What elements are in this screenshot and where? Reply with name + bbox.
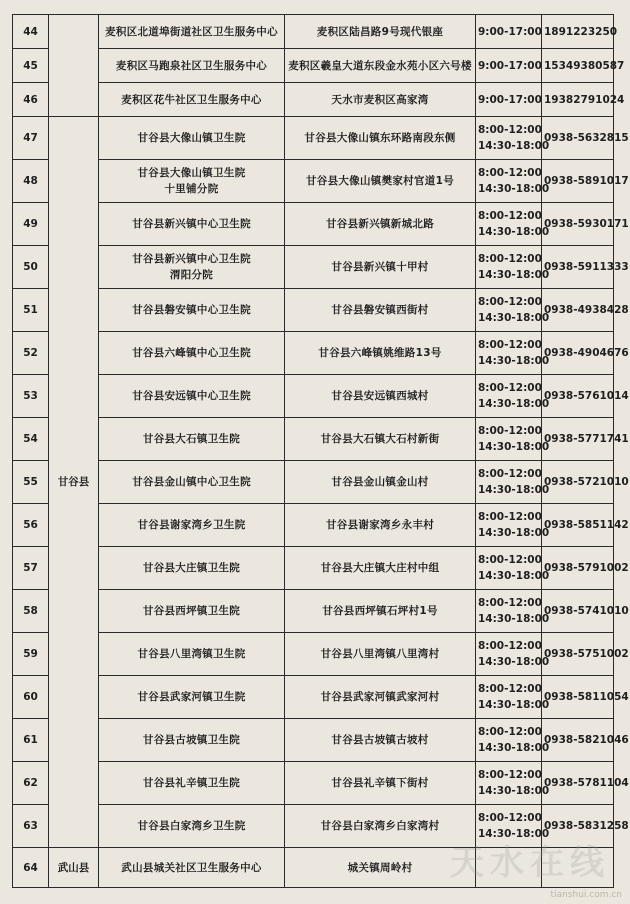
hospital-name (99, 461, 285, 504)
opening-hours-line: 8:00-12:00 (478, 769, 542, 781)
county-cell: 武山县 (49, 848, 99, 888)
hospital-name-line: 甘谷县西坪镇卫生院 (142, 605, 241, 617)
row-number: 62 (13, 762, 49, 805)
hospital-name-line: 十里铺分院 (164, 183, 219, 195)
table-row (13, 49, 614, 83)
row-number: 48 (13, 160, 49, 203)
opening-hours-line: 14:30-18:00 (478, 140, 550, 152)
opening-hours-line: 8:00-12:00 (478, 253, 542, 265)
hospital-address (285, 332, 476, 375)
opening-hours (476, 676, 550, 719)
phone-number: 1891223250 (542, 15, 614, 49)
phone-number: 0938-5821046 (542, 719, 614, 762)
hospital-name-line: 麦积区马跑泉社区卫生服务中心 (115, 59, 268, 72)
phone-number: 0938-5831258 (542, 805, 614, 848)
hospital-address-line: 甘谷县西坪镇石坪村1号 (322, 605, 438, 617)
hospital-address-line: 甘谷县安远镇西城村 (331, 390, 429, 402)
phone-number: 0938-5891017 (542, 160, 614, 203)
table-row (13, 418, 614, 461)
hospital-name (99, 83, 285, 117)
table-row (13, 375, 614, 418)
hospital-address-line: 甘谷县古坡镇古坡村 (331, 734, 429, 746)
hospital-address-line: 甘谷县金山镇金山村 (331, 476, 429, 488)
table-row (13, 461, 614, 504)
opening-hours-line: 14:30-18:00 (478, 312, 550, 324)
table-row (13, 719, 614, 762)
hospital-name-line: 武山县城关社区卫生服务中心 (121, 861, 262, 874)
opening-hours-line: 8:00-12:00 (478, 339, 542, 351)
hospital-address (285, 504, 476, 547)
opening-hours-line: 8:00-12:00 (478, 124, 542, 136)
opening-hours (476, 633, 550, 676)
opening-hours-line: 14:30-18:00 (478, 699, 550, 711)
opening-hours (476, 332, 550, 375)
row-number: 57 (13, 547, 49, 590)
hospital-name (99, 203, 285, 246)
table-row (13, 547, 614, 590)
row-number: 50 (13, 246, 49, 289)
hospital-address (285, 83, 476, 117)
hospital-table (12, 14, 629, 888)
table-row (13, 590, 614, 633)
hospital-name-line: 甘谷县古坡镇卫生院 (142, 734, 241, 746)
opening-hours-line: 14:30-18:00 (478, 269, 550, 281)
table-row (13, 762, 614, 805)
hospital-address-line: 甘谷县大石镇大石村新街 (320, 433, 440, 445)
phone-number: 0938-5741010 (542, 590, 614, 633)
county-cell (49, 15, 99, 117)
opening-hours-line: 14:30-18:00 (478, 484, 550, 496)
opening-hours-line: 14:30-18:00 (478, 785, 550, 797)
opening-hours-line: 8:00-12:00 (478, 425, 542, 437)
row-number: 52 (13, 332, 49, 375)
hospital-address (285, 719, 476, 762)
hospital-address (285, 762, 476, 805)
hospital-address-line: 甘谷县大像山镇东环路南段东侧 (304, 132, 456, 144)
row-number: 53 (13, 375, 49, 418)
hospital-address-line: 甘谷县大庄镇大庄村中组 (320, 562, 440, 574)
table-row (13, 15, 614, 49)
opening-hours-line: 9:00-17:00 (478, 59, 542, 72)
row-number: 44 (13, 15, 49, 49)
row-number: 64 (13, 848, 49, 888)
hospital-address-line: 麦积区羲皇大道东段金水苑小区六号楼 (288, 59, 472, 72)
hospital-name-line: 甘谷县磐安镇中心卫生院 (132, 304, 251, 316)
opening-hours-line: 14:30-18:00 (478, 226, 550, 238)
hospital-address-line: 甘谷县武家河镇武家河村 (320, 691, 440, 703)
phone-number: 19382791024 (542, 83, 614, 117)
phone-number: 0938-5811054 (542, 676, 614, 719)
hospital-address (285, 676, 476, 719)
hospital-name-line: 甘谷县八里湾镇卫生院 (137, 648, 246, 660)
phone-number: 0938-5632815 (542, 117, 614, 160)
table-row (13, 160, 614, 203)
opening-hours-line: 8:00-12:00 (478, 167, 542, 179)
hospital-address (285, 117, 476, 160)
opening-hours (476, 418, 550, 461)
opening-hours-line: 14:30-18:00 (478, 656, 550, 668)
opening-hours-line: 14:30-18:00 (478, 570, 550, 582)
opening-hours (476, 83, 542, 117)
opening-hours (476, 49, 542, 83)
hospital-address-line: 麦积区陆昌路9号现代银座 (316, 25, 444, 38)
opening-hours-line: 8:00-12:00 (478, 683, 542, 695)
phone-number: 0938-5911333 (542, 246, 614, 289)
hospital-address (285, 375, 476, 418)
hospital-name (99, 49, 285, 83)
row-number: 54 (13, 418, 49, 461)
row-number: 59 (13, 633, 49, 676)
hospital-name-line: 甘谷县新兴镇中心卫生院 (132, 218, 251, 230)
hospital-name-line: 甘谷县六峰镇中心卫生院 (132, 347, 251, 359)
opening-hours (476, 375, 550, 418)
hospital-name (99, 590, 285, 633)
opening-hours (476, 15, 542, 49)
hospital-name-line: 甘谷县大石镇卫生院 (142, 433, 241, 445)
opening-hours (476, 246, 550, 289)
hospital-name (99, 418, 285, 461)
phone-number: 0938-4904676 (542, 332, 614, 375)
hospital-address (285, 160, 476, 203)
county-cell: 甘谷县 (49, 117, 99, 848)
hospital-name (99, 289, 285, 332)
table-row (13, 246, 614, 289)
opening-hours-line: 8:00-12:00 (478, 382, 542, 394)
watermark-logo: 天水在线 (450, 843, 610, 883)
opening-hours-line: 14:30-18:00 (478, 742, 550, 754)
hospital-address-line: 甘谷县大像山镇樊家村官道1号 (305, 175, 454, 187)
hospital-name (99, 633, 285, 676)
hospital-address (285, 49, 476, 83)
opening-hours-line: 8:00-12:00 (478, 597, 542, 609)
opening-hours-line: 8:00-12:00 (478, 726, 542, 738)
hospital-address (285, 203, 476, 246)
hospital-name (99, 160, 285, 203)
opening-hours-line: 8:00-12:00 (478, 210, 542, 222)
phone-number: 0938-5771741 (542, 418, 614, 461)
row-number: 55 (13, 461, 49, 504)
hospital-address (285, 805, 476, 848)
hospital-address-line: 甘谷县磐安镇西街村 (331, 304, 429, 316)
phone-number: 0938-4938428 (542, 289, 614, 332)
hospital-address-line: 甘谷县六峰镇姚维路13号 (318, 347, 442, 359)
row-number: 46 (13, 83, 49, 117)
opening-hours-line: 8:00-12:00 (478, 812, 542, 824)
opening-hours-line: 14:30-18:00 (478, 527, 550, 539)
opening-hours-line: 9:00-17:00 (478, 93, 542, 106)
opening-hours (476, 461, 550, 504)
hospital-address-line: 甘谷县白家湾乡白家湾村 (320, 820, 440, 832)
opening-hours (476, 762, 550, 805)
table-row (13, 289, 614, 332)
hospital-name (99, 332, 285, 375)
opening-hours (476, 547, 550, 590)
row-number: 58 (13, 590, 49, 633)
hospital-name (99, 805, 285, 848)
row-number: 51 (13, 289, 49, 332)
hospital-name-line: 麦积区北道埠街道社区卫生服务中心 (105, 25, 278, 38)
table-row (13, 633, 614, 676)
hospital-name (99, 848, 285, 888)
hospital-address-line: 甘谷县八里湾镇八里湾村 (320, 648, 440, 660)
row-number: 63 (13, 805, 49, 848)
table-row (13, 83, 614, 117)
hospital-address-line: 城关镇周岭村 (347, 861, 413, 874)
hospital-name-line: 甘谷县安远镇中心卫生院 (132, 390, 251, 402)
hospital-name (99, 117, 285, 160)
opening-hours-line: 14:30-18:00 (478, 441, 550, 453)
opening-hours-line: 14:30-18:00 (478, 613, 550, 625)
hospital-address (285, 289, 476, 332)
hospital-address-line: 甘谷县新兴镇新城北路 (326, 218, 434, 230)
hospital-address-line: 甘谷县新兴镇十甲村 (331, 261, 429, 273)
hospital-name-line: 甘谷县新兴镇中心卫生院 (132, 253, 251, 265)
opening-hours (476, 203, 550, 246)
hospital-name-line: 渭阳分院 (169, 269, 214, 281)
opening-hours (476, 289, 550, 332)
phone-number: 0938-5851142 (542, 504, 614, 547)
hospital-address (285, 461, 476, 504)
table-row (13, 332, 614, 375)
hospital-name-line: 甘谷县白家湾乡卫生院 (137, 820, 246, 832)
opening-hours-line: 8:00-12:00 (478, 640, 542, 652)
hospital-name-line: 甘谷县大像山镇卫生院 (137, 167, 246, 179)
opening-hours-line: 14:30-18:00 (478, 355, 550, 367)
opening-hours-line: 8:00-12:00 (478, 554, 542, 566)
phone-number: 0938-5761014 (542, 375, 614, 418)
hospital-name (99, 547, 285, 590)
opening-hours (476, 719, 550, 762)
hospital-name-line: 甘谷县大庄镇卫生院 (142, 562, 241, 574)
opening-hours (476, 160, 550, 203)
hospital-name-line: 甘谷县礼辛镇卫生院 (142, 777, 241, 789)
opening-hours (476, 117, 550, 160)
table-row (13, 117, 614, 160)
phone-number: 0938-5721010 (542, 461, 614, 504)
hospital-address-line: 甘谷县礼辛镇下街村 (331, 777, 429, 789)
phone-number: 0938-5930171 (542, 203, 614, 246)
opening-hours-line: 9:00-17:00 (478, 25, 542, 38)
hospital-name (99, 676, 285, 719)
hospital-address-line: 甘谷县谢家湾乡永丰村 (326, 519, 434, 531)
row-number: 56 (13, 504, 49, 547)
phone-number: 0938-5781104 (542, 762, 614, 805)
row-number: 47 (13, 117, 49, 160)
hospital-name (99, 504, 285, 547)
opening-hours-line: 8:00-12:00 (478, 511, 542, 523)
hospital-name-line: 甘谷县武家河镇卫生院 (137, 691, 246, 703)
row-number: 60 (13, 676, 49, 719)
opening-hours-line: 8:00-12:00 (478, 468, 542, 480)
hospital-address (285, 848, 476, 888)
watermark-text: tianshui.com.cn (550, 890, 622, 900)
opening-hours (476, 504, 550, 547)
table-row (13, 203, 614, 246)
hospital-address (285, 590, 476, 633)
row-number: 61 (13, 719, 49, 762)
hospital-address (285, 547, 476, 590)
hospital-address (285, 15, 476, 49)
hospital-name (99, 375, 285, 418)
hospital-name-line: 麦积区花牛社区卫生服务中心 (121, 93, 262, 106)
phone-number: 0938-5751002 (542, 633, 614, 676)
hospital-address (285, 418, 476, 461)
table-row (13, 676, 614, 719)
table-row (13, 504, 614, 547)
opening-hours-line: 14:30-18:00 (478, 183, 550, 195)
opening-hours-line: 14:30-18:00 (478, 828, 550, 840)
phone-number: 15349380587 (542, 49, 614, 83)
hospital-name (99, 15, 285, 49)
opening-hours-line: 14:30-18:00 (478, 398, 550, 410)
hospital-name-line: 甘谷县大像山镇卫生院 (137, 132, 246, 144)
hospital-name-line: 甘谷县谢家湾乡卫生院 (137, 519, 246, 531)
hospital-address (285, 246, 476, 289)
hospital-name-line: 甘谷县金山镇中心卫生院 (132, 476, 251, 488)
hospital-address-line: 天水市麦积区高家湾 (331, 93, 429, 106)
hospital-name (99, 246, 285, 289)
row-number: 49 (13, 203, 49, 246)
row-number: 45 (13, 49, 49, 83)
opening-hours (476, 590, 550, 633)
hospital-name (99, 762, 285, 805)
hospital-address (285, 633, 476, 676)
phone-number: 0938-5791002 (542, 547, 614, 590)
hospital-name (99, 719, 285, 762)
opening-hours-line: 8:00-12:00 (478, 296, 542, 308)
